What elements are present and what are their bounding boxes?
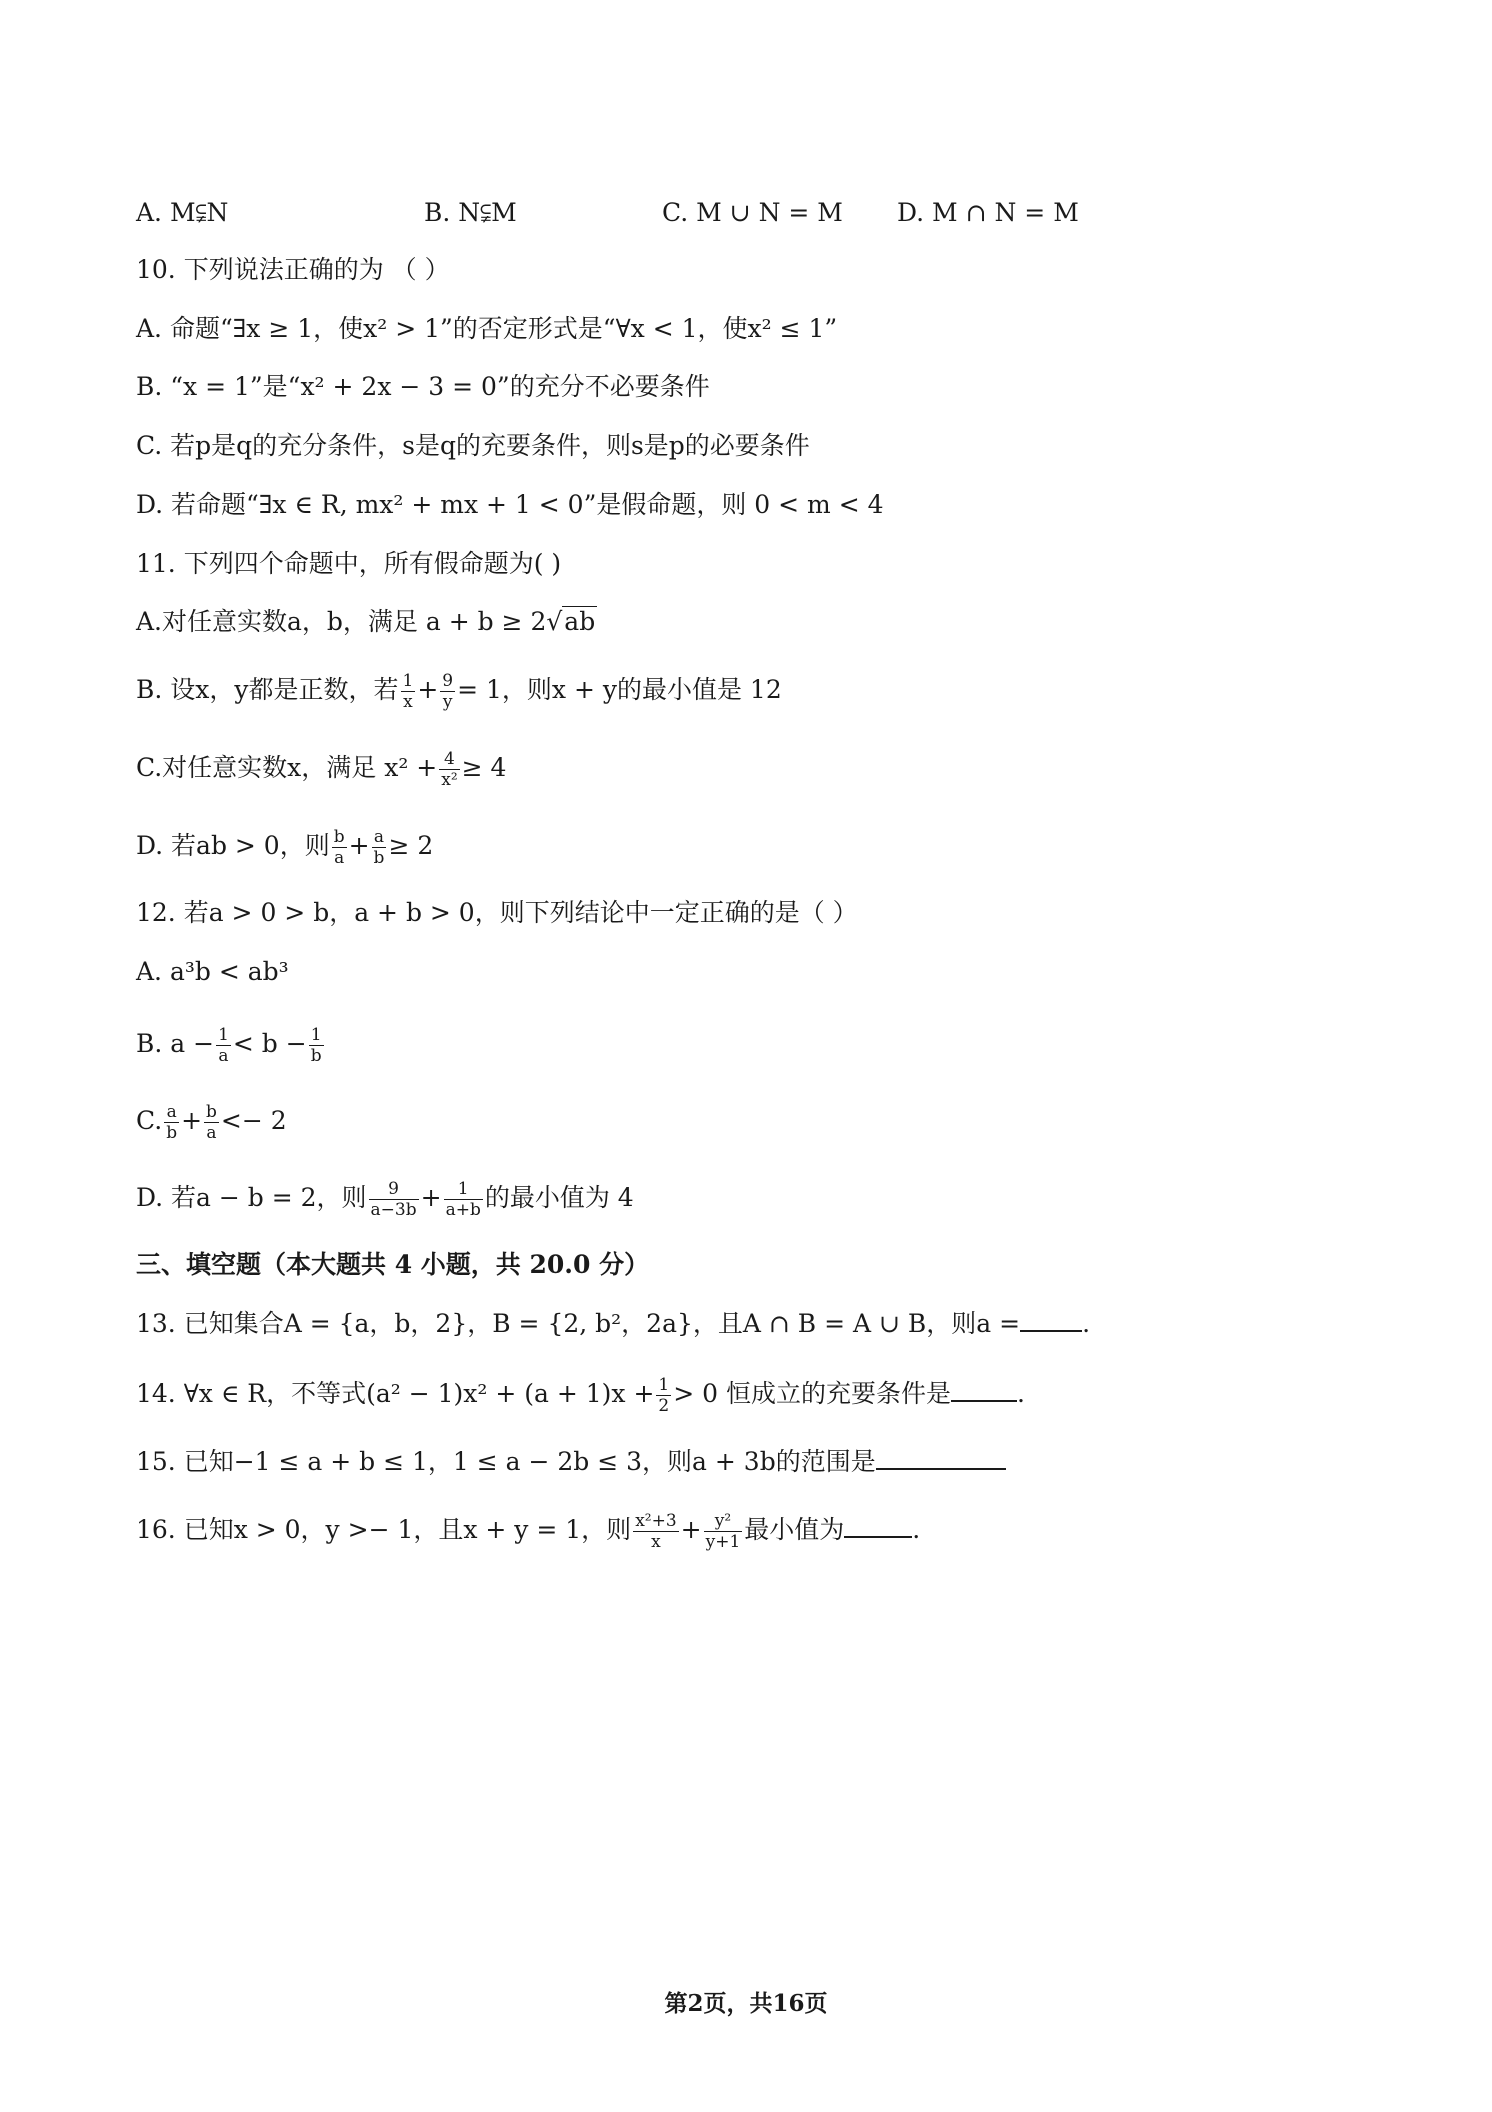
q12-stem: 12. 若a > 0 > b，a + b > 0，则下列结论中一定正确的是（ ）	[136, 898, 858, 927]
q11-b-text: B. 设x，y都是正数，若	[136, 675, 399, 704]
q16-frac-1: $\frac{\text{x²+3}}{x}$	[635, 1511, 677, 1552]
q12-c-tail: <− 2	[220, 1106, 287, 1135]
q12-d-tail: 的最小值为 4	[484, 1183, 634, 1212]
q12-option-a: A. a³b < ab³	[136, 957, 289, 986]
q11-b-tail: = 1，则x + y的最小值是 12	[457, 675, 782, 704]
q12-c-frac-2: $\frac{b}{a}$	[206, 1102, 217, 1143]
q11-option-d	[136, 826, 433, 868]
q14-answer-blank	[951, 1374, 1017, 1402]
q13-end: .	[1082, 1309, 1091, 1338]
q11-c-tail: ≥ 4	[461, 753, 507, 782]
q13-answer-blank	[1020, 1304, 1082, 1332]
q11-option-a: A.对任意实数a，b，满足 a + b ≥ 2√ab	[136, 607, 596, 636]
q10-option-d: D. 若命题“∃x ∈ R, mx² + mx + 1 < 0”是假命题，则 0 < m < 4	[136, 490, 884, 519]
q9-option-d: D. M ∩ N = M	[897, 198, 1079, 227]
q12-b-mid: < b −	[232, 1029, 307, 1058]
q12-option-d	[136, 1178, 634, 1220]
q12-d-text: D. 若a − b = 2，则	[136, 1183, 367, 1212]
q16	[136, 1510, 920, 1552]
q12-b-frac-1: $\frac{1}{a}$	[218, 1025, 229, 1066]
q10-option-b: B. “x = 1”是“x² + 2x − 3 = 0”的充分不必要条件	[136, 372, 710, 401]
q13-text: 13. 已知集合A = {a，b，2}，B = {2, b²，2a}，且A ∩ B = A ∪ B，则a =	[136, 1309, 1021, 1338]
q12-d-plus: +	[420, 1183, 442, 1212]
q11-c-text: C.对任意实数x，满足 x² +	[136, 753, 438, 782]
q14-frac: $\frac{1}{2}$	[658, 1375, 670, 1416]
q16-text: 16. 已知x > 0，y >− 1，且x + y = 1，则	[136, 1515, 632, 1544]
section-3-heading: 三、填空题（本大题共 4 小题，共 20.0 分）	[136, 1250, 650, 1279]
page-number-footer: 第2页，共16页	[664, 1990, 828, 2017]
q9-option-b: B. N⫋M	[424, 198, 517, 227]
q9-option-c: C. M ∪ N = M	[662, 198, 843, 227]
q10-stem: 10. 下列说法正确的为 （ ）	[136, 255, 450, 284]
q11-d-plus: +	[348, 831, 370, 860]
q16-answer-blank	[844, 1510, 912, 1538]
q14-tail: > 0 恒成立的充要条件是	[673, 1379, 951, 1408]
q16-end: .	[912, 1515, 921, 1544]
q12-c-text: C.	[136, 1106, 163, 1135]
q11-d-tail: ≥ 2	[388, 831, 434, 860]
q14	[136, 1374, 1025, 1416]
q11-b-frac-2: $\frac{9}{y}$	[442, 671, 454, 712]
q13	[136, 1304, 1090, 1344]
q11-d-text: D. 若ab > 0，则	[136, 831, 330, 860]
q14-end: .	[1017, 1379, 1025, 1408]
q12-b-frac-2: $\frac{1}{b}$	[310, 1025, 322, 1066]
q16-plus: +	[680, 1515, 702, 1544]
q10-option-c: C. 若p是q的充分条件，s是q的充要条件，则s是p的必要条件	[136, 431, 810, 460]
q14-text: 14. ∀x ∈ R，不等式(a² − 1)x² + (a + 1)x +	[136, 1379, 655, 1408]
q15	[136, 1442, 1006, 1482]
q9-option-a: A. M⫋N	[136, 198, 229, 227]
q12-option-b	[136, 1024, 326, 1066]
q12-b-text: B. a −	[136, 1029, 215, 1058]
q11-option-b	[136, 670, 782, 712]
q12-c-frac-1: $\frac{a}{b}$	[166, 1102, 178, 1143]
q11-option-c	[136, 748, 506, 790]
q11-stem: 11. 下列四个命题中，所有假命题为( )	[136, 549, 562, 578]
q15-text: 15. 已知−1 ≤ a + b ≤ 1，1 ≤ a − 2b ≤ 3，则a + 3b的范围是	[136, 1447, 876, 1476]
q16-frac-2: $\frac{\text{y²}}{y+1}$	[705, 1511, 741, 1552]
q11-a-radicand: ab	[564, 607, 596, 636]
q11-d-frac-2: $\frac{a}{b}$	[373, 827, 385, 868]
q11-b-plus: +	[417, 675, 439, 704]
q11-b-frac-1: $\frac{1}{x}$	[402, 671, 414, 712]
q15-answer-blank	[876, 1442, 1006, 1470]
q12-option-c	[136, 1101, 287, 1143]
q10-option-a: A. 命题“∃x ≥ 1，使x² > 1”的否定形式是“∀x < 1，使x² ≤ 1”	[136, 314, 838, 343]
q16-tail: 最小值为	[744, 1515, 845, 1544]
q12-d-frac-2: $\frac{1}{a+b}$	[445, 1179, 481, 1220]
q11-a-text: A.对任意实数a，b，满足 a + b ≥ 2	[136, 607, 547, 636]
q11-d-frac-1: $\frac{b}{a}$	[333, 827, 345, 868]
q12-c-plus: +	[181, 1106, 203, 1135]
q11-c-frac: $\frac{4}{\text{x²}}$	[441, 749, 458, 790]
q12-d-frac-1: $\frac{9}{a-3b}$	[370, 1179, 417, 1220]
